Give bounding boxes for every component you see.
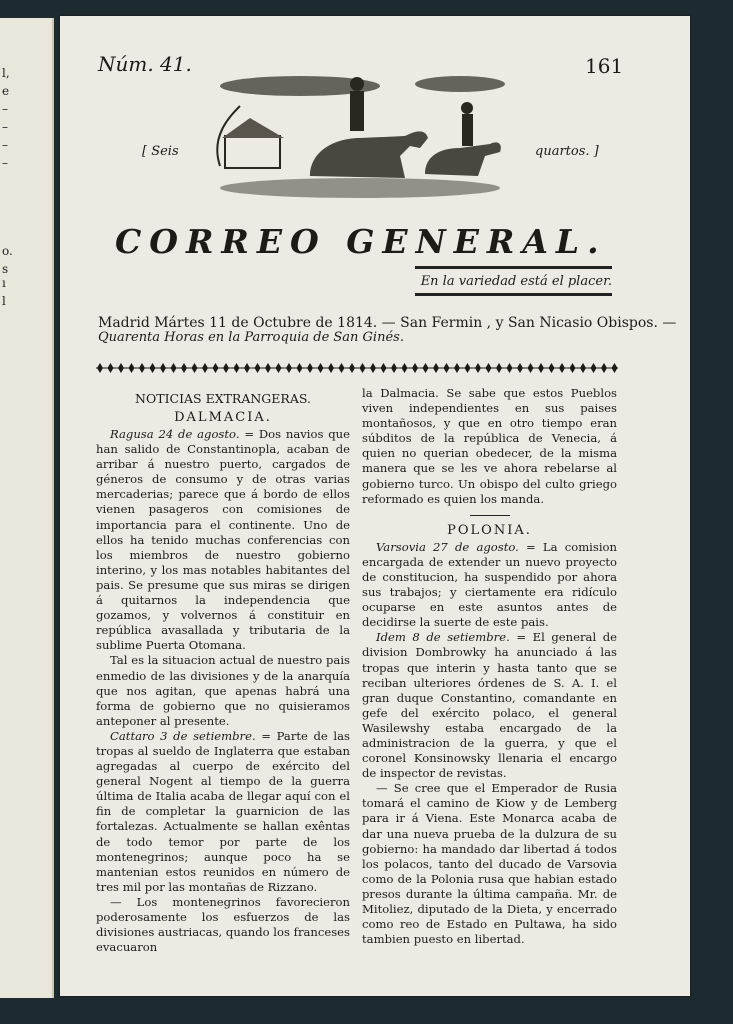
page-number: 161	[585, 54, 624, 78]
ornament-mark	[601, 363, 607, 373]
ornament-mark	[118, 363, 124, 373]
ornament-mark	[360, 363, 366, 373]
price-label-left: [ Seis	[142, 144, 179, 159]
article-dateline: Cattaro 3 de setiembre.	[110, 728, 256, 743]
price-label-right: quartos. ]	[535, 144, 599, 159]
ornament-mark	[307, 363, 313, 373]
motto-rule	[415, 266, 612, 269]
left-page-fragment: o.	[2, 244, 13, 258]
ornament-mark	[465, 363, 471, 373]
ornament-mark	[538, 363, 544, 373]
newspaper-page	[60, 16, 690, 996]
ornament-mark	[402, 363, 408, 373]
article-dateline: Varsovia 27 de agosto.	[376, 539, 519, 554]
article-paragraph: — Se cree que el Emperador de Rusia tomará el camino de Kiow y de Lemberg para ir á Viena. Este Monarca acaba de dar una nueva prueba de la dulzura de su gobierno: ha mandado dar libertad á todos los polacos, tanto del ducado de Varsovia como de la Polonia rusa que habian estado presos durante la última campaña. Mr. de Mitoliez, diputado de la Dieta, y encerrado como reo de Estado en Pultawa, ha sido tambien puesto en libertad.	[362, 781, 617, 947]
ornament-mark	[318, 363, 324, 373]
ornament-mark	[549, 363, 555, 373]
dateline-subtitle: Quarenta Horas en la Parroquia de San Ginés.	[98, 330, 404, 345]
ornament-mark	[108, 363, 114, 373]
ornament-mark	[507, 363, 513, 373]
left-page-fragment: ı	[2, 276, 6, 290]
left-page-fragment: l,	[2, 66, 10, 80]
ornament-mark	[265, 363, 271, 373]
motto: En la variedad está el placer.	[420, 274, 612, 289]
ornament-mark	[255, 363, 261, 373]
ornament-mark	[412, 363, 418, 373]
column-right	[362, 386, 617, 947]
ornament-mark	[591, 363, 597, 373]
ornament-mark	[192, 363, 198, 373]
ornament-mark	[486, 363, 492, 373]
ornament-mark	[171, 363, 177, 373]
article-paragraph: la Dalmacia. Se sabe que estos Pueblos viven independientes en sus paises montañosos, y que en otro tiempo eran súbditos de la república de Venecia, á quien no querian obedecer, de la misma manera que se les ve ahora rebelarse al gobierno turco. Un obispo del culto griego reformado es quien los manda.	[362, 386, 617, 506]
article-text: = Parte de las tropas al sueldo de Inglaterra que estaban agregadas al cuerpo de exército del general Nogent al tiempo de la guerra última de Italia acaba de llegar aquí con el fin de completar la guarnicion de las fortalezas. Actualmente se hallan exêntas de todo temor por parte de los montenegrinos; aunque poco ha se mantenian estos reunidos en número de tres mil por las montañas de Rizzano.	[96, 728, 350, 894]
ornament-mark	[580, 363, 586, 373]
ornament-mark	[444, 363, 450, 373]
ornament-mark	[181, 363, 187, 373]
ornament-mark	[286, 363, 292, 373]
ornament-mark	[139, 363, 145, 373]
article-text: = La comision encargada de extender un nuevo proyecto de constitucion, ha suspendido por ahora sus trabajos; y ciertamente era ridículo ocuparse en este asuntos antes de decidirse la suerte de este pais.	[362, 539, 617, 630]
dateline: Madrid Mártes 11 de Octubre de 1814. — San Fermin , y San Nicasio Obispos. —	[98, 315, 677, 331]
ornament-mark	[97, 363, 103, 373]
column-left	[96, 389, 350, 955]
article-paragraph	[362, 630, 617, 781]
ornament-mark	[223, 363, 229, 373]
ornament-mark	[202, 363, 208, 373]
article-paragraph: Tal es la situacion actual de nuestro pais enmedio de las divisiones y de la anarquía que nos agitan, que apenas habrá una forma de gobierno que no quisieramos anteponer al presente.	[96, 653, 350, 728]
ornament-mark	[517, 363, 523, 373]
article-paragraph	[96, 729, 350, 895]
ornament-mark	[276, 363, 282, 373]
article-paragraph	[362, 540, 617, 631]
article-paragraph: — Los montenegrinos favorecieron poderosamente los esfuerzos de las divisiones austriacas, quando los franceses evacuaron	[96, 894, 350, 955]
left-page-fragment: –	[2, 102, 8, 116]
ornament-mark	[433, 363, 439, 373]
ornament-mark	[129, 363, 135, 373]
article-text: = Dos navios que han salido de Constantinopla, acaban de arribar á nuestro puerto, cargados de géneros de consumo y de otras varias mercaderias; parece que á bordo de ellos vienen pasageros con comisiones de importancia para el continente. Uno de ellos ha tenido muchas conferencias con los miembros de nuestro gobierno interino, y los mas notables habitantes del pais. Se presume que sus miras se dirigen á quitarnos la independencia que gozamos, y volvernos á constituir en república avasallada y tributaria de la sublime Puerta Otomana.	[96, 427, 351, 653]
article-paragraph	[96, 427, 350, 653]
ornament-mark	[475, 363, 481, 373]
short-rule	[470, 515, 510, 516]
ornament-mark	[496, 363, 502, 373]
left-page-fragment: –	[2, 120, 8, 134]
ornament-mark	[612, 363, 618, 373]
article-dateline: Ragusa 24 de agosto.	[110, 427, 240, 441]
ornament-mark	[150, 363, 156, 373]
left-page-fragment: e	[2, 84, 10, 98]
ornament-mark	[570, 363, 576, 373]
ornament-mark	[328, 363, 334, 373]
ornament-mark	[234, 363, 240, 373]
ornament-mark	[213, 363, 219, 373]
issue-number: Núm. 41.	[98, 52, 192, 76]
ornament-mark	[528, 363, 534, 373]
ornament-mark	[297, 363, 303, 373]
left-page-fragment: –	[2, 156, 8, 170]
article-dateline: Idem 8 de setiembre.	[376, 630, 510, 645]
ornament-mark	[244, 363, 250, 373]
country-heading-dalmacia: DALMACIA.	[174, 410, 272, 425]
masthead-title: CORREO GENERAL.	[115, 222, 607, 261]
section-title: NOTICIAS EXTRANGERAS.	[135, 391, 311, 406]
horse-riders-vignette-icon	[210, 56, 510, 206]
left-page-fragment: s	[2, 262, 9, 276]
ornament-mark	[160, 363, 166, 373]
ornament-mark	[423, 363, 429, 373]
ornament-mark	[339, 363, 345, 373]
article-text: = El general de division Dombrowky ha anunciado á las tropas que interin y hasta tanto que se reciban ulteriores órdenes de S. A. I. el gran duque Constantino, comandante en gefe del exército polaco, el general Wasilewshy estaba encargado de la administracion de la guerra, y que el coronel Konsinowsky llenaria el encargo de inspector de revistas.	[362, 630, 617, 781]
ornament-mark	[381, 363, 387, 373]
ornament-mark	[391, 363, 397, 373]
ornament-mark	[559, 363, 565, 373]
ornament-mark	[370, 363, 376, 373]
country-heading-polonia: POLONIA.	[447, 522, 532, 538]
ornament-mark	[454, 363, 460, 373]
left-page-edge	[0, 18, 54, 998]
ornament-mark	[349, 363, 355, 373]
ornamental-divider	[96, 362, 618, 374]
left-page-fragment: l	[2, 294, 6, 308]
motto-rule	[415, 293, 612, 296]
left-page-fragment: –	[2, 138, 8, 152]
